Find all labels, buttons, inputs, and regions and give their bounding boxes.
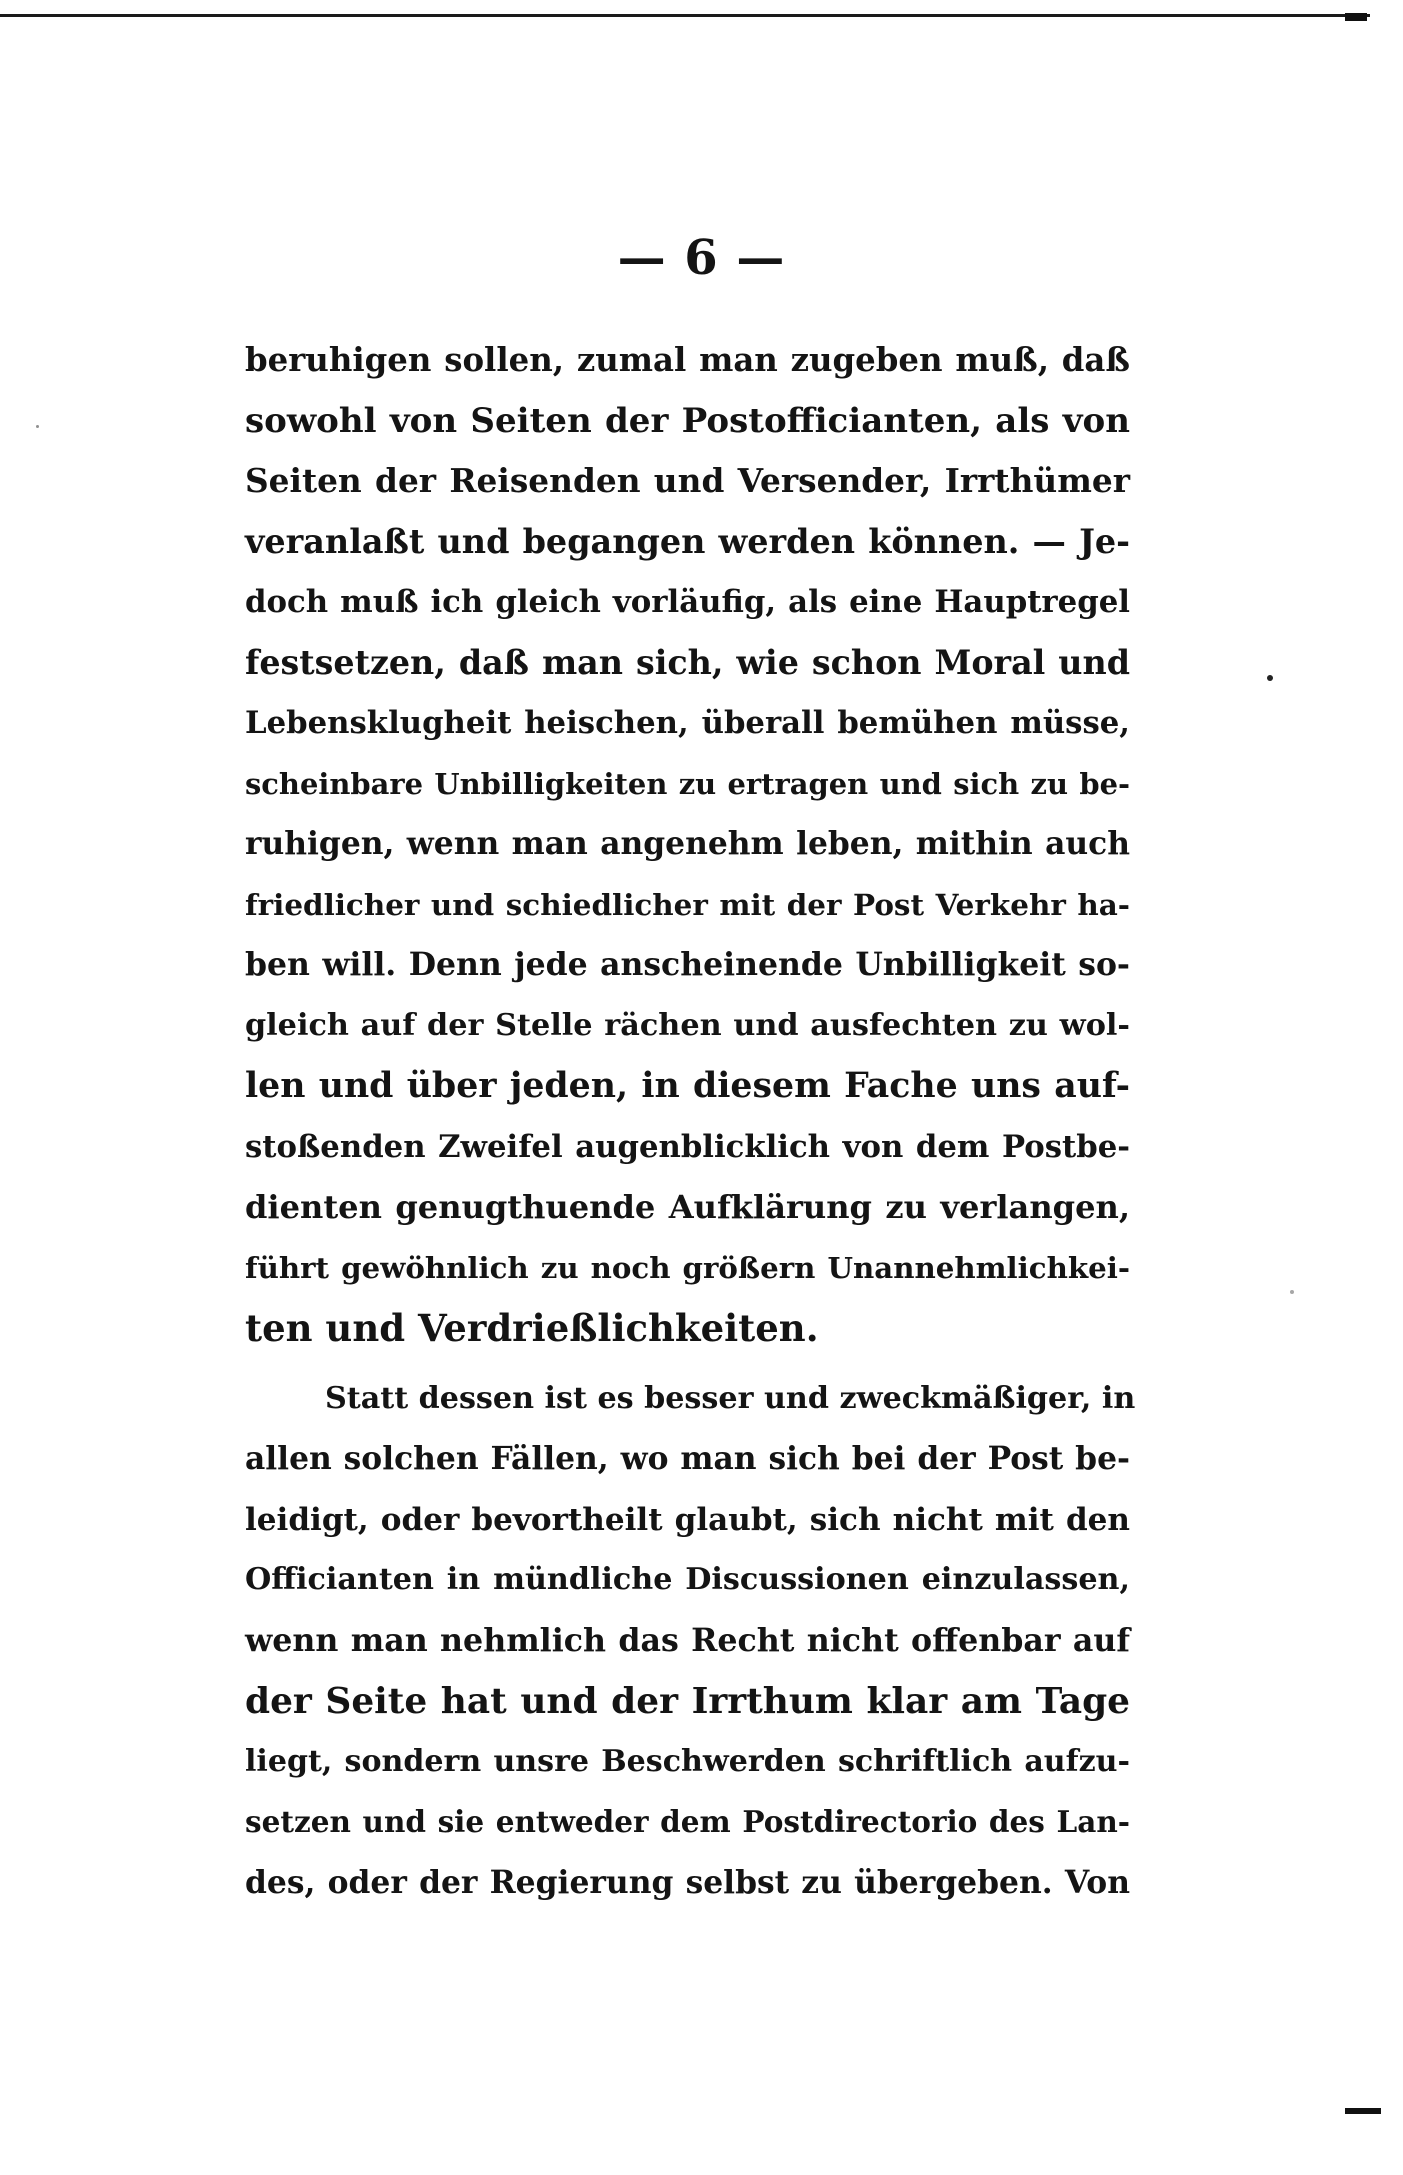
paragraph-2 (245, 1369, 1136, 1430)
text-line: veranlaßt und begangen werden können. — Je- (245, 521, 1130, 561)
text-line: beruhigen sollen, zumal man zugeben muß, daß (245, 341, 1130, 379)
text-line: ben will. Denn jede anscheinende Unbilligkeit so- (245, 946, 1130, 983)
text-line: len und über jeden, in diesem Fache uns auf- (245, 1065, 1130, 1106)
text-line: doch muß ich gleich vorläufig, als eine Hauptregel (245, 584, 1130, 620)
text-line: des, oder der Regierung selbst zu übergeben. Von (245, 1864, 1130, 1901)
ink-speck (1290, 1290, 1294, 1294)
text-line: wenn man nehmlich das Recht nicht offenbar auf (245, 1621, 1130, 1659)
top-border-mark (1345, 13, 1367, 21)
text-line: leidigt, oder bevortheilt glaubt, sich nicht mit den (245, 1501, 1130, 1538)
text-line: der Seite hat und der Irrthum klar am Tage (245, 1680, 1130, 1722)
text-line: Statt dessen ist es besser und zweckmäßiger, in (325, 1380, 1136, 1416)
text-line: allen solchen Fällen, wo man sich bei der Post be- (245, 1441, 1130, 1477)
text-line: festsetzen, daß man sich, wie schon Moral und (245, 642, 1130, 682)
text-line: dienten genugthuende Aufklärung zu verlangen, (245, 1188, 1130, 1226)
text-line: Lebensklugheit heischen, überall bemühen müsse, (245, 705, 1130, 741)
text-line: sowohl von Seiten der Postofficianten, als von (245, 400, 1130, 441)
text-line: ten und Verdrießlichkeiten. (245, 1306, 819, 1350)
paragraph-gap (245, 1359, 1130, 1369)
ink-speck (36, 425, 39, 428)
text-line: führt gewöhnlich zu noch größern Unannehmlichkei- (245, 1250, 1130, 1285)
ink-speck (1267, 675, 1273, 681)
text-line: ruhigen, wenn man angenehm leben, mithin auch (245, 826, 1130, 862)
paragraph-1 (245, 330, 1130, 1359)
text-line: Seiten der Reisenden und Versender, Irrthümer (245, 461, 1130, 500)
paragraph-2-continued (245, 1429, 1130, 1913)
text-line: setzen und sie entweder dem Postdirectorio des Lan- (245, 1804, 1130, 1839)
page-number-header: — 6 — (617, 230, 786, 286)
text-line: Officianten in mündliche Discussionen einzulassen, (245, 1562, 1130, 1597)
body-text (245, 330, 1136, 1913)
text-line: stoßenden Zweifel augenblicklich von dem Postbe- (245, 1128, 1130, 1165)
text-line: scheinbare Unbilligkeiten zu ertragen und sich zu be- (245, 766, 1130, 801)
top-border-line (0, 14, 1370, 17)
bottom-edge-mark (1345, 2108, 1381, 2114)
text-line: liegt, sondern unsre Beschwerden schriftlich aufzu- (245, 1743, 1130, 1779)
text-line: gleich auf der Stelle rächen und ausfechten zu wol- (245, 1007, 1130, 1043)
text-line: friedlicher und schiedlicher mit der Post Verkehr ha- (245, 886, 1130, 922)
